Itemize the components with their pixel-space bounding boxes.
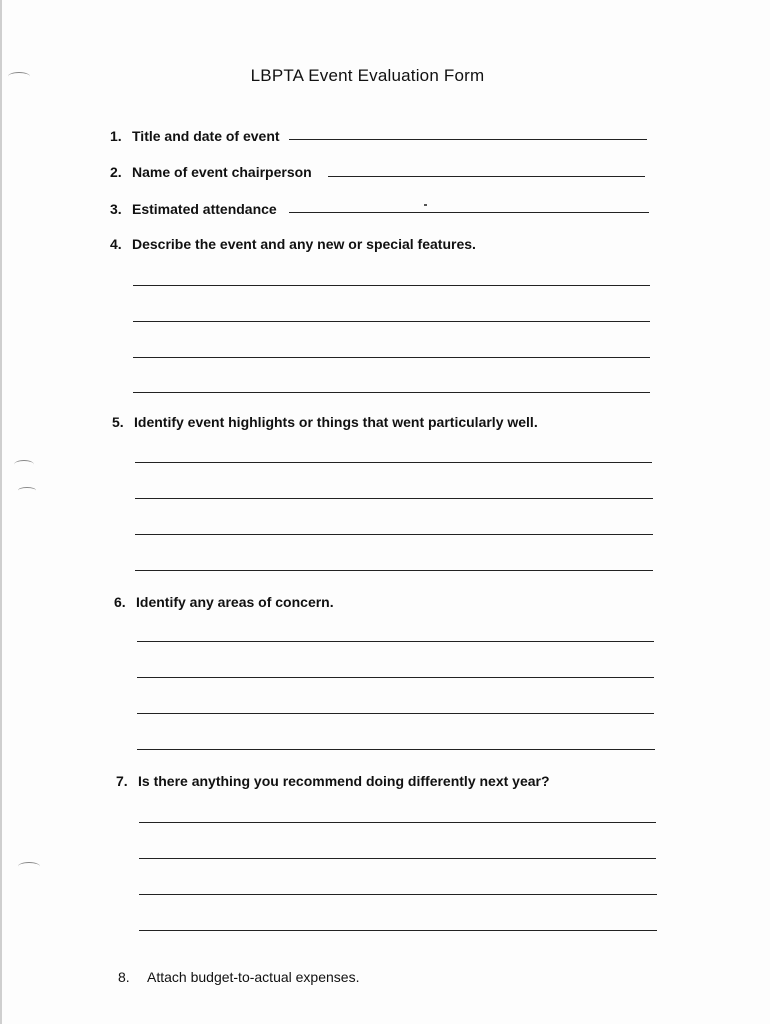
event-title-date-field[interactable] [289, 139, 647, 140]
question-2 [110, 164, 312, 180]
question-8 [118, 969, 359, 985]
question-number: 6. [114, 594, 126, 610]
question-text: Identify any areas of concern. [136, 594, 334, 610]
question-number: 5. [112, 414, 124, 430]
answer-line[interactable] [139, 858, 656, 859]
question-text: Identify event highlights or things that went particularly well. [134, 414, 538, 430]
question-number: 7. [116, 773, 128, 789]
answer-line[interactable] [135, 462, 652, 463]
answer-line[interactable] [135, 570, 653, 571]
question-6 [114, 594, 334, 610]
answer-line[interactable] [137, 641, 654, 642]
hole-punch-mark [14, 460, 34, 469]
answer-line[interactable] [137, 677, 654, 678]
question-7 [116, 773, 550, 789]
question-text: Name of event chairperson [132, 164, 312, 180]
hole-punch-mark [18, 487, 36, 494]
question-number: 4. [110, 236, 122, 252]
question-3 [110, 201, 277, 217]
answer-line[interactable] [135, 498, 653, 499]
answer-line[interactable] [133, 392, 650, 393]
question-text: Is there anything you recommend doing differently next year? [138, 773, 550, 789]
scan-speck [424, 204, 427, 206]
answer-line[interactable] [133, 285, 650, 286]
question-number: 2. [110, 164, 122, 180]
question-text: Estimated attendance [132, 201, 277, 217]
question-text: Attach budget-to-actual expenses. [147, 969, 360, 985]
question-4 [110, 236, 476, 252]
answer-line[interactable] [137, 713, 654, 714]
answer-line[interactable] [139, 822, 656, 823]
answer-line[interactable] [133, 357, 650, 358]
page-edge [0, 0, 2, 1024]
question-text: Title and date of event [132, 128, 280, 144]
question-5 [112, 414, 538, 430]
answer-line[interactable] [139, 930, 657, 931]
attendance-field[interactable] [289, 212, 649, 213]
answer-line[interactable] [137, 749, 655, 750]
question-number: 8. [118, 969, 130, 985]
question-number: 3. [110, 201, 122, 217]
question-text: Describe the event and any new or special features. [132, 236, 476, 252]
answer-line[interactable] [139, 894, 657, 895]
question-1 [110, 128, 280, 144]
hole-punch-mark [18, 862, 40, 871]
chairperson-name-field[interactable] [328, 176, 645, 177]
answer-line[interactable] [135, 534, 653, 535]
answer-line[interactable] [133, 321, 650, 322]
form-title: LBPTA Event Evaluation Form [250, 66, 485, 85]
question-number: 1. [110, 128, 122, 144]
